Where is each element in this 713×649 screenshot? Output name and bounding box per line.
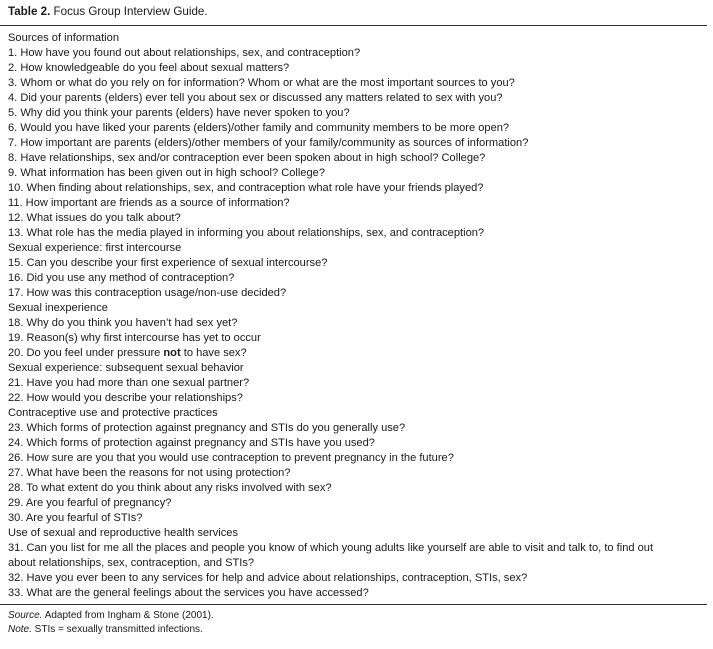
question-item: 17. How was this contraception usage/non-use decided? bbox=[8, 287, 287, 299]
question-item-31-line2: about relationships, sex, contraception, and STIs? bbox=[8, 557, 255, 569]
question-item: 30. Are you fearful of STIs? bbox=[8, 512, 143, 524]
section-heading: Contraceptive use and protective practices bbox=[8, 407, 218, 419]
question-item: 12. What issues do you talk about? bbox=[8, 212, 181, 224]
bottom-rule bbox=[0, 604, 707, 605]
table-label: Table 2. bbox=[8, 5, 51, 18]
question-item: 13. What role has the media played in informing you about relationships, sex, and contraception? bbox=[8, 227, 485, 239]
section-heading: Sexual experience: subsequent sexual behavior bbox=[8, 362, 244, 374]
question-item: 16. Did you use any method of contraception? bbox=[8, 272, 235, 284]
question-item: 5. Why did you think your parents (elders) have never spoken to you? bbox=[8, 107, 350, 119]
table-footer bbox=[8, 609, 214, 637]
table-title: Focus Group Interview Guide. bbox=[53, 5, 208, 18]
question-item: 29. Are you fearful of pregnancy? bbox=[8, 497, 172, 509]
question-item: 3. Whom or what do you rely on for information? Whom or what are the most important sources to you? bbox=[8, 77, 515, 89]
question-item: 27. What have been the reasons for not using protection? bbox=[8, 467, 291, 479]
top-rule bbox=[0, 25, 707, 26]
question-item: 26. How sure are you that you would use contraception to prevent pregnancy in the future? bbox=[8, 452, 454, 464]
question-item-31-line1: 31. Can you list for me all the places and people you know of which young adults like yourself are able to visit and talk to, to find out bbox=[8, 542, 654, 554]
note-text: STIs = sexually transmitted infections. bbox=[31, 624, 203, 635]
question-item: 10. When finding about relationships, sex, and contraception what role have your friends played? bbox=[8, 182, 484, 194]
q20-bold: not bbox=[163, 347, 181, 359]
section-heading: Sexual experience: first intercourse bbox=[8, 242, 182, 254]
question-item: 18. Why do you think you haven’t had sex yet? bbox=[8, 317, 238, 329]
q20-suffix: to have sex? bbox=[180, 347, 247, 359]
question-item: 24. Which forms of protection against pregnancy and STIs have you used? bbox=[8, 437, 375, 449]
question-item: 33. What are the general feelings about the services you have accessed? bbox=[8, 587, 369, 599]
question-item: 1. How have you found out about relationships, sex, and contraception? bbox=[8, 47, 361, 59]
question-item: 32. Have you ever been to any services for help and advice about relationships, contraception, STIs, sex? bbox=[8, 572, 528, 584]
question-item: 7. How important are parents (elders)/other members of your family/community as sources of information? bbox=[8, 137, 529, 149]
question-item: 11. How important are friends as a source of information? bbox=[8, 197, 290, 209]
section-heading: Use of sexual and reproductive health services bbox=[8, 527, 239, 539]
question-item: 23. Which forms of protection against pregnancy and STIs do you generally use? bbox=[8, 422, 406, 434]
question-item: 9. What information has been given out in high school? College? bbox=[8, 167, 325, 179]
section-heading: Sources of information bbox=[8, 32, 119, 44]
source-label: Source. bbox=[8, 610, 43, 621]
question-item-20 bbox=[8, 346, 707, 361]
table-caption bbox=[8, 5, 208, 19]
question-item: 8. Have relationships, sex and/or contraception ever been spoken about in high school? College? bbox=[8, 152, 486, 164]
source-note bbox=[8, 609, 214, 623]
abbreviation-note bbox=[8, 623, 214, 637]
question-item: 28. To what extent do you think about any risks involved with sex? bbox=[8, 482, 332, 494]
question-item: 4. Did your parents (elders) ever tell you about sex or discussed any matters related to sex with you? bbox=[8, 92, 503, 104]
question-item: 19. Reason(s) why first intercourse has yet to occur bbox=[8, 332, 261, 344]
question-item: 15. Can you describe your first experience of sexual intercourse? bbox=[8, 257, 328, 269]
note-label: Note. bbox=[8, 624, 32, 635]
question-item: 21. Have you had more than one sexual partner? bbox=[8, 377, 250, 389]
interview-guide-body bbox=[8, 31, 707, 601]
source-text: Adapted from Ingham & Stone (2001). bbox=[42, 610, 214, 621]
section-heading: Sexual inexperience bbox=[8, 302, 108, 314]
question-item: 6. Would you have liked your parents (elders)/other family and community members to be more open? bbox=[8, 122, 510, 134]
question-item: 2. How knowledgeable do you feel about sexual matters? bbox=[8, 62, 290, 74]
question-item: 22. How would you describe your relationships? bbox=[8, 392, 243, 404]
q20-prefix: 20. Do you feel under pressure bbox=[8, 347, 164, 359]
